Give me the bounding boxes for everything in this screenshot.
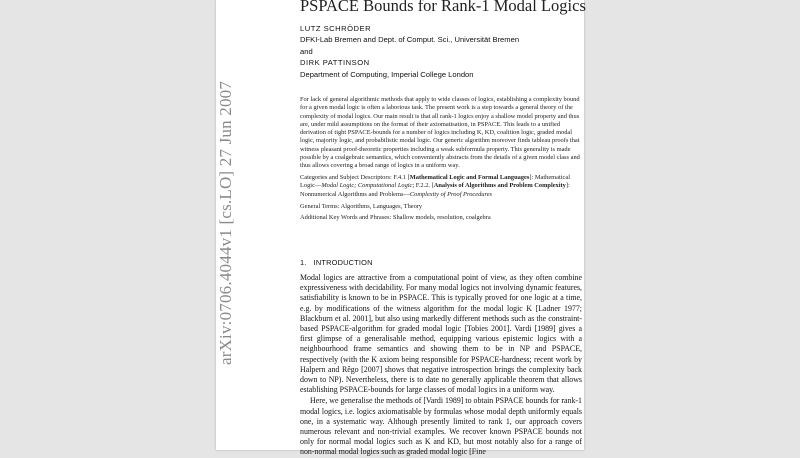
section-heading: 1. INTRODUCTION [300,258,373,267]
author-name: DIRK PATTINSON [300,58,370,68]
author-separator: and [300,46,313,56]
abstract-text: For lack of general algorithmic methods that apply to wide classes of logics, establishing a complexity bound for a given modal logic is often a laborious task. The present work is a step towards a general theory of the complexity of modal logics. Our main result is that all rank-1 logics enjoy a shallow model property and thus are, under mild assumptions on the format of their axiomatisation, in PSPACE. This leads to a unified derivation of tight PSPACE-bounds for a number of logics including K, KD, coalition logic, graded modal logic, majority logic, and probabilistic modal logic. Our generic algorithm moreover finds tableau proofs that witness pleasant proof-theoretic properties including a weak subformula property. This generality is made possible by a coalgebraic semantics, which conveniently abstracts from the details of a given model class and thus allows covering a broad range of logics in a uniform way. [300,96,580,170]
general-terms: General Terms: Algorithms, Languages, Theory [300,202,423,210]
paragraph: Modal logics are attractive from a computational point of view, as they often combine expressiveness with decidability. For many modal logics not involving dynamic features, satisfiability is known to be in PSPACE. This is typically proved for one logic at a time, e.g. by modifications of the witness algorithm for the modal logic K [Ladner 1977; Blackburn et al. 2001], but also using markedly different methods such as the constraint-based PSPACE-algorithm for graded modal logic [Tobies 2001]. Vardi [1989] gives a first glimpse of a generalisable method, equipping various epistemic logics with a neighbourhood frame semantics and showing them to be in NP and PSPACE, respectively (with the K axiom being responsible for PSPACE-hardness; recent work by Halpern and Rêgo [2007] shows that negative introspection brings the complexity back down to NP). Nevertheless, there is to date no generally applicable theorem that allows establishing PSPACE-bounds for large classes of modal logics in a uniform way. [300,273,582,395]
paragraph: Here, we generalise the methods of [Vardi 1989] to obtain PSPACE bounds for rank-1 modal logics, i.e. logics axiomatisable by formulas whose modal depth uniformly equals one, in a systematic way. Although presently limited to rank 1, our approach covers numerous relevant and non-trivial examples. We recover known PSPACE bounds not only for normal modal logics such as K and KD, but most notably also for a range of non-normal modal logics such as graded modal logic [Fine [300,396,582,457]
keywords: Additional Key Words and Phrases: Shallow models, resolution, coalgebra [300,214,491,222]
author-affiliation: Department of Computing, Imperial College London [300,69,474,79]
abstract-block [300,96,582,223]
author-affiliation: DFKI-Lab Bremen and Dept. of Comput. Sci., Universität Bremen [300,35,520,45]
author-name: LUTZ SCHRÖDER [300,24,372,33]
paper-title: PSPACE Bounds for Rank-1 Modal Logics [300,0,586,15]
arxiv-stamp: arXiv:0706.4044v1 [cs.LO] 27 Jun 2007 [216,80,235,366]
author-block [300,23,519,80]
categories-line: Categories and Subject Descriptors: F.4.1 [Mathematical Logic and Formal Languages]: Mathematical Logic—Modal Logic; Computational Logic; F.2.2. [Analysis of Algorithms and Problem Complexity]: Nonnumerical Algorithms and Problems—Complexity of Proof Procedures [300,174,570,198]
section-body [300,273,582,458]
introduction-section [300,258,582,458]
